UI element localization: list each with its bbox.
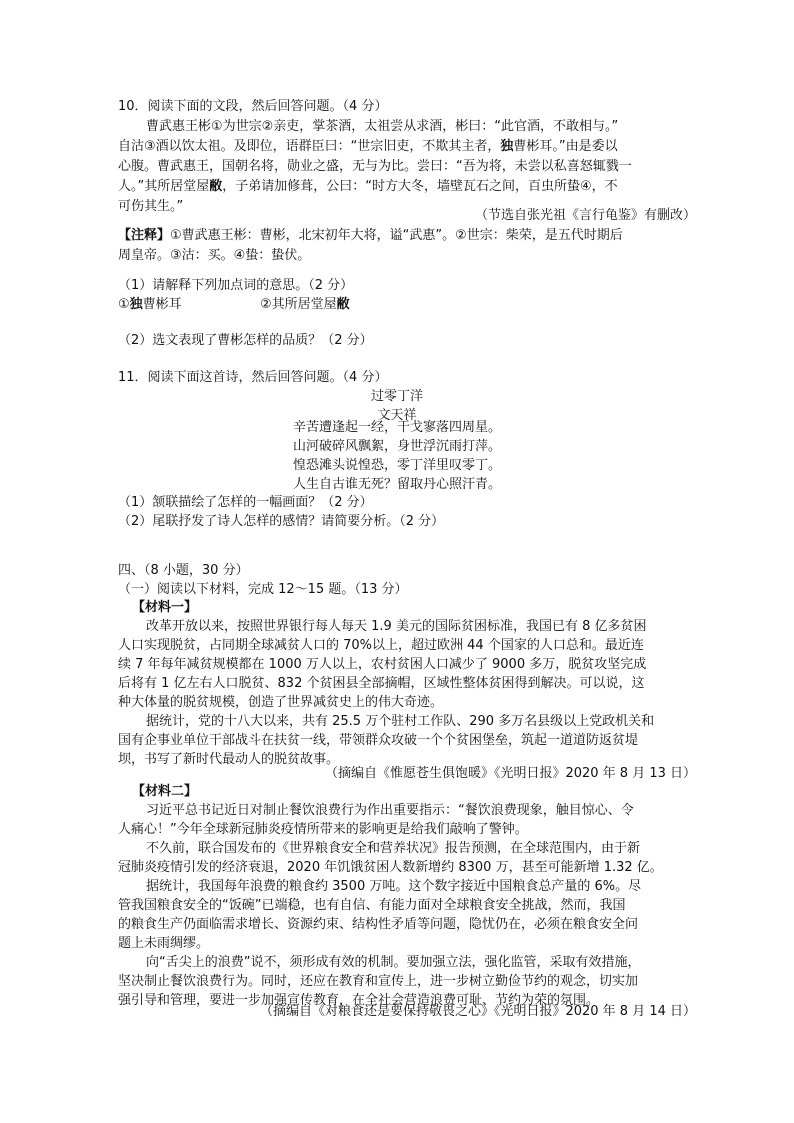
poem-author: 文天祥 (377, 408, 417, 423)
q10-note-line (118, 226, 623, 246)
material-1-line: 种大体量的脱贫规模，创造了世界减贫史上的伟大奇迹。 (118, 695, 444, 710)
q10-source: （节选自张光祖《言行龟鉴》有删改） (474, 208, 696, 223)
material-2-label: 【材料二】 (132, 784, 198, 799)
item-1-text: 曹彬耳 (142, 297, 182, 312)
q11-title: 11．阅读下面这首诗，然后回答问题。（4 分） (118, 370, 388, 385)
q11-sub2: （2）尾联抒发了诗人怎样的感情？请简要分析。（2 分） (118, 514, 445, 529)
material-2-line: 坚决制止餐饮浪费行为。同时，还应在教育和宣传上，进一步树立勤俭节约的观念，切实加 (118, 974, 639, 989)
material-2-line: 管我国粮食安全的“饭碗”已端稳，也有自信、有能力面对全球粮食安全挑战，然而，我国 (118, 898, 626, 913)
poem-line: 惶恐滩头说惶恐，零丁洋里叹零丁。 (292, 458, 501, 473)
q10-text-segment: ，子弟请加修葺，公曰：“时方大冬，墙壁瓦石之间，百虫所蛰④，不 (222, 179, 618, 194)
q10-para-line: 可伤其生。” (118, 199, 184, 214)
material-1-source: （摘编自《惟愿苍生俱饱暖》《光明日报》2020 年 8 月 13 日） (324, 766, 696, 781)
q10-para-line (118, 177, 618, 197)
item-1-marker: ① (118, 297, 130, 312)
q11-sub1: （1）颔联描绘了怎样的一幅画面？（2 分） (118, 495, 373, 510)
material-1-line: 据统计，党的十八大以来，共有 25.5 万个驻村工作队、290 多万名县级以上党政机关和 (146, 714, 655, 729)
material-2-line: 不久前，联合国发布的《世界粮食安全和营养状况》报告预测，在全球范围内，由于新 (146, 841, 641, 856)
material-1-label: 【材料一】 (132, 600, 198, 615)
q10-sub1: （1）请解释下列加点词的意思。（2 分） (118, 278, 354, 293)
material-1-line: 人口实现脱贫，占同期全球减贫人口的 70%以上，超过欧洲 44 个国家的人口总和。最近连 (118, 638, 644, 653)
poem-title: 过零丁洋 (370, 389, 423, 404)
material-1-line: 国有企事业单位干部战斗在扶贫一线，带领群众攻破一个个贫困堡垒，筑起一道道防返贫堤 (118, 733, 639, 748)
q10-text-segment: 曹彬耳。”由是委以 (513, 139, 618, 154)
poem-line: 人生自古谁无死？留取丹心照汗青。 (292, 477, 501, 492)
material-1-line: 坝，书写了新时代最动人的脱贫故事。 (118, 752, 340, 767)
material-1-line: 后将有 1 亿左右人口脱贫、832 个贫困县全部摘帽，区域性整体贫困得到解决。可以说，这 (118, 676, 645, 691)
material-2-line: 强引导和管理，要进一步加强宣传教育，在全社会营造浪费可耻、节约为荣的氛围。 (118, 993, 600, 1008)
dotted-word-du: 独 (500, 139, 514, 154)
q10-text-segment: 自沽③酒以饮太祖。及即位，语群臣曰：“世宗旧吏，不欺其主者， (118, 139, 501, 154)
material-2-line: 人痛心！”今年全球新冠肺炎疫情所带来的影响更是给我们敲响了警钟。 (118, 822, 528, 837)
material-2-line: 的粮食生产仍面临需求增长、资源约束、结构性矛盾等问题，隐忧仍在，必须在粮食安全问 (118, 917, 639, 932)
dotted-word-bi: 敝 (336, 297, 350, 312)
q10-text-segment: 人。”其所居堂屋 (118, 179, 210, 194)
material-2-line: 据统计，我国每年浪费的粮食约 3500 万吨。这个数字接近中国粮食总产量的 6%。尽 (146, 879, 642, 894)
poem-line: 辛苦遭逢起一经，干戈寥落四周星。 (292, 420, 501, 435)
material-2-line: 向“舌尖上的浪费”说不，须形成有效的机制。要加强立法，强化监管，采取有效措施， (146, 955, 641, 970)
q10-para-line (118, 137, 618, 157)
q10-sub2: （2）选文表现了曹彬怎样的品质？（2 分） (118, 333, 373, 348)
note-text: ①曹武惠王彬：曹彬，北宋初年大将，谥“武惠”。②世宗：柴荣，是五代时期后 (170, 228, 623, 243)
q10-para-line: 曹武惠王彬①为世宗②亲吏，掌茶酒，太祖尝从求酒，彬曰：“此官酒，不敢相与。” (146, 119, 619, 134)
part4-heading: 四、（8 小题，30 分） (118, 563, 249, 578)
material-2-line: 习近平总书记近日对制止餐饮浪费行为作出重要指示：“餐饮浪费现象，触目惊心、令 (146, 803, 634, 818)
q10-item-2 (260, 295, 350, 315)
q10-title: 10．阅读下面的文段，然后回答问题。（4 分） (118, 99, 388, 114)
material-1-line: 改革开放以来，按照世界银行每人每天 1.9 美元的国际贫困标准，我国已有 8 亿多贫困 (146, 619, 647, 634)
dotted-word-du: 独 (129, 297, 143, 312)
material-2-line: 冠肺炎疫情引发的经济衰退，2020 年饥饿贫困人数新增约 8300 万，甚至可能新增 1.32 亿。 (118, 860, 663, 875)
dotted-word-bi: 敝 (209, 179, 223, 194)
item-2-text: ②其所居堂屋 (260, 297, 337, 312)
material-2-line: 题上未雨绸缪。 (118, 936, 210, 951)
q10-para-line: 心腹。曹武惠王，国朝名将，勋业之盛，无与为比。尝曰：“吾为将，未尝以私喜怒辄戮一 (118, 159, 632, 174)
part4-intro: （一）阅读以下材料，完成 12～15 题。（13 分） (118, 582, 408, 597)
q10-items (118, 295, 182, 315)
note-label: 【注释】 (118, 228, 171, 243)
q10-note-line: 周皇帝。③沽：买。④蛰：蛰伏。 (118, 248, 311, 263)
material-1-line: 续 7 年每年减贫规模都在 1000 万人以上，农村贫困人口减少了 9000 多万，脱贫攻坚完成 (118, 657, 647, 672)
poem-line: 山河破碎风飘絮，身世浮沉雨打萍。 (292, 439, 501, 454)
material-2-source: （摘编自《对粮食还是要保持敬畏之心》《光明日报》2020 年 8 月 14 日） (259, 1004, 696, 1019)
